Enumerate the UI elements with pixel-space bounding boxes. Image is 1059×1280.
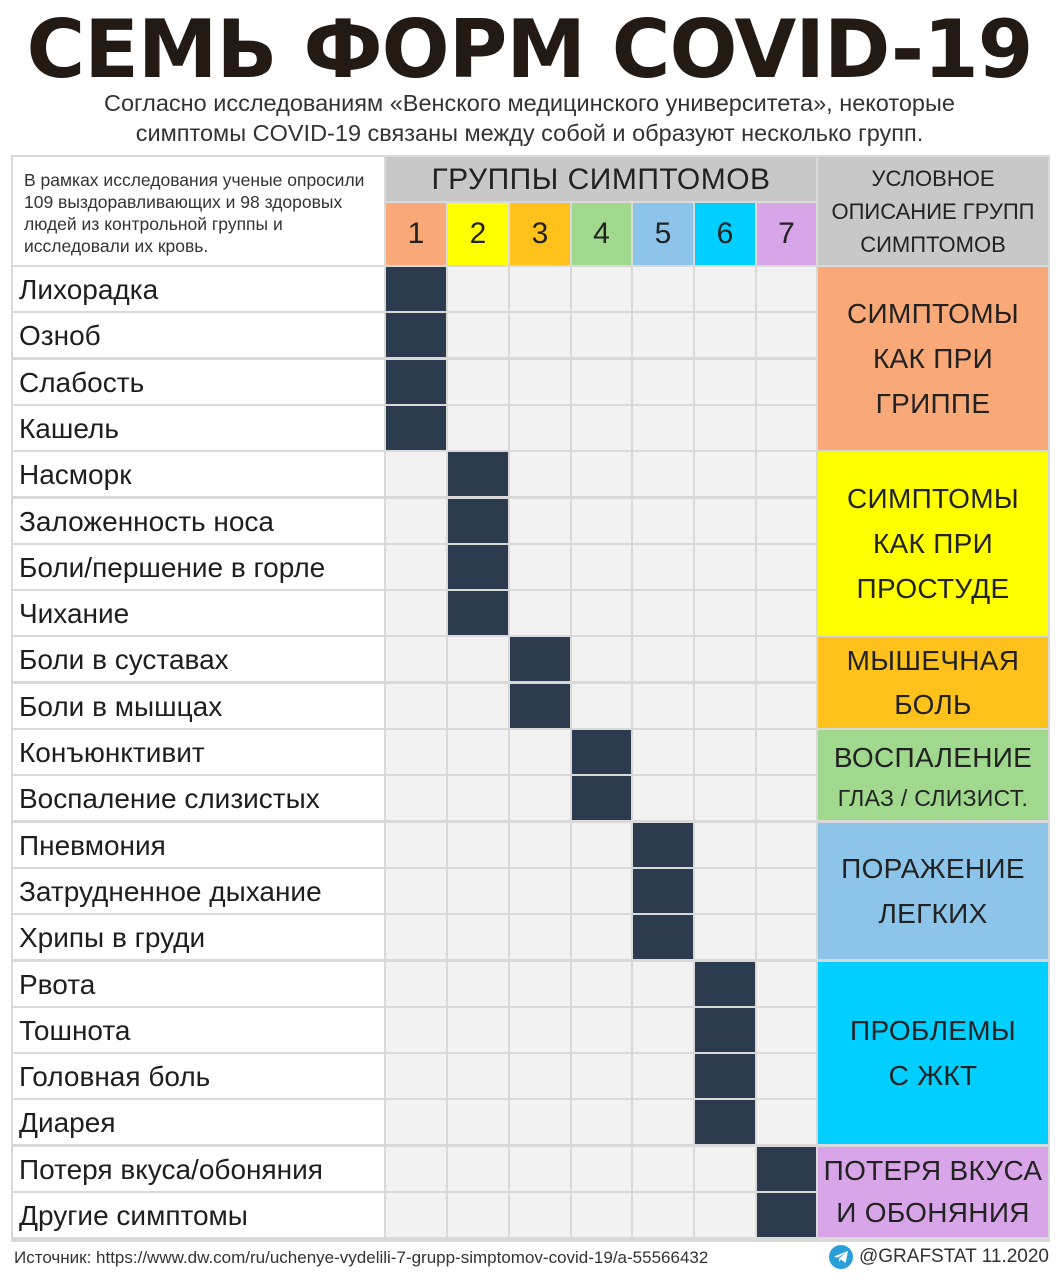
group-mark — [448, 591, 508, 635]
group-description-line: СИМПТОМЫ — [847, 483, 1019, 515]
empty-cell — [510, 1193, 570, 1237]
group-number-1: 1 — [386, 203, 446, 265]
empty-cell — [633, 1008, 693, 1052]
empty-cell — [386, 1054, 446, 1098]
empty-cell — [448, 1054, 508, 1098]
empty-cell — [757, 1100, 816, 1144]
empty-cell — [572, 637, 631, 681]
symptom-label: Боли/першение в горле — [13, 545, 384, 589]
group-mark — [448, 499, 508, 543]
empty-cell — [633, 1147, 693, 1191]
empty-cell — [510, 962, 570, 1006]
empty-cell — [448, 915, 508, 959]
empty-cell — [386, 637, 446, 681]
empty-cell — [448, 1193, 508, 1237]
symptom-label: Головная боль — [13, 1054, 384, 1098]
group-description-6 — [818, 962, 1048, 1145]
empty-cell — [695, 360, 755, 404]
empty-cell — [510, 313, 570, 357]
empty-cell — [572, 313, 631, 357]
empty-cell — [757, 499, 816, 543]
group-description-line: БОЛЬ — [894, 688, 972, 720]
symptom-label: Затрудненное дыхание — [13, 869, 384, 913]
group-description-5 — [818, 823, 1048, 960]
empty-cell — [572, 684, 631, 728]
empty-cell — [510, 1100, 570, 1144]
empty-cell — [572, 1100, 631, 1144]
empty-cell — [695, 591, 755, 635]
empty-cell — [386, 684, 446, 728]
group-mark — [448, 452, 508, 496]
group-number-6: 6 — [695, 203, 755, 265]
symptom-label: Рвота — [13, 962, 384, 1006]
empty-cell — [448, 1008, 508, 1052]
empty-cell — [448, 360, 508, 404]
subtitle-line-2: симптомы COVID-19 связаны между собой и образуют несколько групп. — [135, 120, 924, 146]
symptom-label: Воспаление слизистых — [13, 776, 384, 820]
group-mark — [386, 313, 446, 357]
group-mark — [695, 1100, 755, 1144]
symptom-label: Хрипы в груди — [13, 915, 384, 959]
symptom-table — [11, 155, 1050, 1242]
empty-cell — [633, 360, 693, 404]
empty-cell — [510, 1147, 570, 1191]
symptom-label: Диарея — [13, 1100, 384, 1144]
empty-cell — [510, 776, 570, 820]
empty-cell — [448, 684, 508, 728]
description-header-line: ОПИСАНИЕ ГРУПП — [831, 199, 1035, 224]
empty-cell — [633, 267, 693, 311]
empty-cell — [572, 1054, 631, 1098]
empty-cell — [695, 1193, 755, 1237]
telegram-icon — [829, 1245, 853, 1269]
group-description-line: ВОСПАЛЕНИЕ — [833, 741, 1033, 773]
group-description-line: ПРОБЛЕМЫ — [850, 1014, 1016, 1046]
empty-cell — [448, 313, 508, 357]
group-mark — [572, 730, 631, 774]
empty-cell — [386, 869, 446, 913]
empty-cell — [572, 360, 631, 404]
empty-cell — [510, 823, 570, 867]
empty-cell — [633, 313, 693, 357]
group-description-line: КАК ПРИ — [872, 528, 994, 560]
empty-cell — [572, 499, 631, 543]
group-mark — [633, 823, 693, 867]
empty-cell — [695, 684, 755, 728]
symptom-label: Слабость — [13, 360, 384, 404]
symptom-label: Пневмония — [13, 823, 384, 867]
empty-cell — [695, 499, 755, 543]
empty-cell — [572, 915, 631, 959]
empty-cell — [695, 406, 755, 450]
empty-cell — [386, 1008, 446, 1052]
empty-cell — [448, 869, 508, 913]
group-mark — [633, 915, 693, 959]
empty-cell — [695, 313, 755, 357]
brand-label: @GRAFSTAT 11.2020 — [858, 1246, 1049, 1267]
group-description-line: ЛЕГКИХ — [878, 897, 988, 929]
group-description-line: С ЖКТ — [888, 1059, 978, 1091]
empty-cell — [633, 499, 693, 543]
empty-cell — [633, 637, 693, 681]
group-mark — [757, 1147, 816, 1191]
empty-cell — [448, 406, 508, 450]
empty-cell — [757, 452, 816, 496]
symptom-label: Потеря вкуса/обоняния — [13, 1147, 384, 1191]
empty-cell — [386, 915, 446, 959]
empty-cell — [757, 267, 816, 311]
empty-cell — [757, 823, 816, 867]
study-note: В рамках исследования ученые опросили 109 выздоравливающих и 98 здоровых людей из контрольной группы и исследовали их кровь. — [13, 157, 384, 265]
empty-cell — [633, 1193, 693, 1237]
empty-cell — [448, 776, 508, 820]
empty-cell — [757, 1008, 816, 1052]
symptom-label: Боли в суставах — [13, 637, 384, 681]
empty-cell — [448, 267, 508, 311]
empty-cell — [633, 452, 693, 496]
group-mark — [386, 360, 446, 404]
empty-cell — [757, 360, 816, 404]
empty-cell — [448, 1100, 508, 1144]
brand-credit — [829, 1244, 1049, 1270]
empty-cell — [572, 962, 631, 1006]
group-mark — [448, 545, 508, 589]
groups-header: ГРУППЫ СИМПТОМОВ — [386, 157, 816, 201]
empty-cell — [510, 1054, 570, 1098]
empty-cell — [757, 591, 816, 635]
empty-cell — [757, 406, 816, 450]
group-description-7 — [818, 1147, 1048, 1237]
empty-cell — [386, 823, 446, 867]
group-description-line: ПОРАЖЕНИЕ — [841, 852, 1025, 884]
empty-cell — [757, 637, 816, 681]
empty-cell — [386, 1147, 446, 1191]
empty-cell — [757, 545, 816, 589]
empty-cell — [572, 406, 631, 450]
symptom-label: Чихание — [13, 591, 384, 635]
empty-cell — [757, 962, 816, 1006]
empty-cell — [386, 730, 446, 774]
empty-cell — [510, 267, 570, 311]
group-number-5: 5 — [633, 203, 693, 265]
empty-cell — [695, 776, 755, 820]
empty-cell — [633, 962, 693, 1006]
group-mark — [633, 869, 693, 913]
empty-cell — [572, 1147, 631, 1191]
source-note: Источник: https://www.dw.com/ru/uchenye-vydelili-7-grupp-simptomov-covid-19/a-55566432 — [14, 1248, 709, 1267]
empty-cell — [510, 869, 570, 913]
empty-cell — [448, 1147, 508, 1191]
group-mark — [757, 1193, 816, 1237]
empty-cell — [448, 637, 508, 681]
empty-cell — [633, 730, 693, 774]
empty-cell — [695, 869, 755, 913]
empty-cell — [695, 452, 755, 496]
empty-cell — [695, 823, 755, 867]
empty-cell — [757, 730, 816, 774]
empty-cell — [633, 684, 693, 728]
group-description-line: ГЛАЗ / СЛИЗИСТ. — [837, 784, 1029, 811]
group-description-3 — [818, 637, 1048, 727]
empty-cell — [572, 452, 631, 496]
group-mark — [386, 267, 446, 311]
group-number-7: 7 — [757, 203, 816, 265]
group-mark — [386, 406, 446, 450]
empty-cell — [510, 591, 570, 635]
empty-cell — [572, 869, 631, 913]
group-number-3: 3 — [510, 203, 570, 265]
empty-cell — [510, 1008, 570, 1052]
empty-cell — [757, 313, 816, 357]
symptom-label: Лихорадка — [13, 267, 384, 311]
symptom-label: Конъюнктивит — [13, 730, 384, 774]
group-description-1 — [818, 267, 1048, 450]
empty-cell — [448, 730, 508, 774]
subtitle-line-1: Согласно исследованиям «Венского медицинского университета», некоторые — [104, 90, 955, 116]
empty-cell — [510, 452, 570, 496]
empty-cell — [510, 730, 570, 774]
group-description-line: ПОТЕРЯ ВКУСА — [823, 1154, 1043, 1186]
empty-cell — [757, 684, 816, 728]
empty-cell — [633, 591, 693, 635]
page-title: СЕМЬ ФОРМ COVID-19 — [26, 3, 1033, 96]
description-header-line: СИМПТОМОВ — [860, 232, 1006, 257]
group-mark — [695, 962, 755, 1006]
group-description-4 — [818, 730, 1048, 820]
symptom-label: Тошнота — [13, 1008, 384, 1052]
empty-cell — [757, 869, 816, 913]
empty-cell — [572, 267, 631, 311]
empty-cell — [695, 545, 755, 589]
group-description-line: ПРОСТУДЕ — [856, 573, 1010, 605]
empty-cell — [633, 1100, 693, 1144]
empty-cell — [386, 962, 446, 1006]
group-mark — [695, 1054, 755, 1098]
empty-cell — [386, 776, 446, 820]
empty-cell — [633, 776, 693, 820]
symptom-label: Другие симптомы — [13, 1193, 384, 1237]
subtitle — [20, 88, 1039, 148]
empty-cell — [572, 1008, 631, 1052]
empty-cell — [695, 267, 755, 311]
group-number-4: 4 — [572, 203, 631, 265]
empty-cell — [695, 637, 755, 681]
group-mark — [695, 1008, 755, 1052]
empty-cell — [386, 1100, 446, 1144]
group-description-line: И ОБОНЯНИЯ — [836, 1196, 1030, 1228]
empty-cell — [757, 1054, 816, 1098]
symptom-label: Насморк — [13, 452, 384, 496]
empty-cell — [572, 823, 631, 867]
group-description-line: ГРИППЕ — [875, 387, 991, 419]
empty-cell — [386, 591, 446, 635]
group-description-2 — [818, 452, 1048, 635]
symptom-label: Кашель — [13, 406, 384, 450]
group-description-line: КАК ПРИ — [872, 342, 994, 374]
empty-cell — [633, 406, 693, 450]
empty-cell — [695, 915, 755, 959]
empty-cell — [572, 1193, 631, 1237]
empty-cell — [386, 452, 446, 496]
empty-cell — [386, 545, 446, 589]
symptom-label: Боли в мышцах — [13, 684, 384, 728]
empty-cell — [572, 591, 631, 635]
group-description-line: СИМПТОМЫ — [847, 297, 1019, 329]
description-header — [818, 157, 1048, 265]
empty-cell — [757, 776, 816, 820]
empty-cell — [448, 823, 508, 867]
empty-cell — [572, 545, 631, 589]
group-mark — [572, 776, 631, 820]
empty-cell — [448, 962, 508, 1006]
group-description-line: МЫШЕЧНАЯ — [846, 644, 1020, 676]
group-mark — [510, 637, 570, 681]
empty-cell — [386, 499, 446, 543]
symptom-label: Озноб — [13, 313, 384, 357]
empty-cell — [510, 545, 570, 589]
empty-cell — [386, 1193, 446, 1237]
empty-cell — [633, 545, 693, 589]
empty-cell — [633, 1054, 693, 1098]
empty-cell — [510, 360, 570, 404]
empty-cell — [695, 1147, 755, 1191]
empty-cell — [757, 915, 816, 959]
empty-cell — [510, 406, 570, 450]
empty-cell — [510, 499, 570, 543]
symptom-label: Заложенность носа — [13, 499, 384, 543]
group-mark — [510, 684, 570, 728]
group-number-2: 2 — [448, 203, 508, 265]
empty-cell — [510, 915, 570, 959]
empty-cell — [695, 730, 755, 774]
description-header-line: УСЛОВНОЕ — [871, 166, 995, 191]
